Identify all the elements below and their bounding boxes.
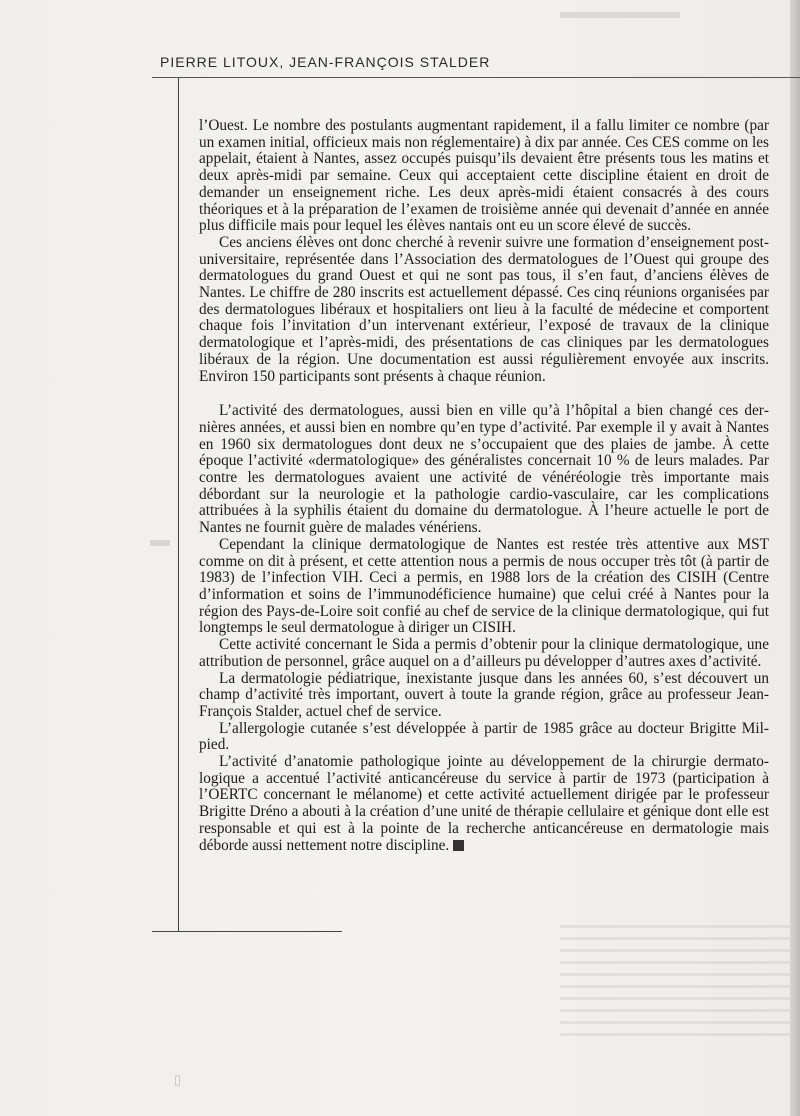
paragraph: Ces anciens élèves ont donc cherché à revenir suivre une formation d’enseignement post-universitaire, représentée dans l’Association des dermatologues de l’Ouest qui groupe des dermatologues du grand Ouest et qui ne sont pas tous, il s’en faut, d’anciens élèves de Nantes. Le chiffre de 280 inscrits est actuellement dépassé. Ces cinq réunions organisées par des dermatologues libéraux et hospitaliers ont lieu à la faculté de médecine et comportent chaque fois l’invitation d’un intervenant extérieur, l’exposé de travaux de la clinique dermatologique et l’après-midi, des présentations de cas cliniques par les dermatologues libéraux de la région. Une documentation est aussi régulièrement envoyée aux inscrits. Environ 150 participants sont présents à chaque réunion. [199,233,769,385]
paragraph: L’activité des dermatologues, aussi bien en ville qu’à l’hôpital a bien changé ces dernières années, et aussi bien en nombre qu’en type d’activité. Par exemple il y avait à Nantes en 1960 six dermatologues dont deux ne s’occupaient que des plaies de jambe. À cette époque l’activité «dermatologique» des généralistes concernait 10 % de leurs malades. Par contre les dermatologues avaient une activité de vénéréologie très importante mais débordant sur la neurologie et la pathologie cardio-vasculaire, car les complications attribuées à la syphilis étaient du domaine du dermatologue. À l’heure actuelle le port de Nantes ne fournit guère de malades vénériens. [199,402,769,537]
last-paragraph [199,754,769,854]
paragraph: Cependant la clinique dermatologique de Nantes est restée très attentive aux MST comme on dit à présent, et cette attention nous a permis de nous occuper très tôt (à partir de 1983) de l’infection VIH. Ceci a permis, en 1988 lors de la création des CISIH (Centre d’information et soins de l’immunodéficience humaine) que celui créé à Nantes pour la région des Pays-de-Loire soit confié au chef de service de la clinique dermatologique, qui fut longtemps le seul dermatologue à diriger un CISIH. [199,535,769,637]
running-head: PIERRE LITOUX, JEAN-FRANÇOIS STALDER [160,54,491,70]
paragraph-text: L’activité d’anatomie pathologique jointe au développement de la chirurgie dermatologique a accentué l’activité anticancéreuse du service à partir de 1973 (participation à l’OERTC concernant le mélanome) et cette activité actuellement dirigée par le professeur Brigitte Dréno a abouti à la création d’une unité de thérapie cellulaire et génique dont elle est responsable et qui est à la pointe de la recherche anticancéreuse en dermatologie mais déborde aussi nettement notre discipline. [199,753,770,854]
paragraph: Cette activité concernant le Sida a permis d’obtenir pour la clinique dermatologique, une attribution de personnel, grâce auquel on a d’ailleurs pu développer d’autres axes d’activité. [199,636,769,670]
paragraph: La dermatologie pédiatrique, inexistante jusque dans les années 60, s’est découvert un champ d’activité très important, ouvert à toute la grande région, grâce au professeur Jean-François Stalder, actuel chef de service. [199,669,769,720]
show-through-page-number: ▯ [174,1072,182,1087]
footer-rule [152,931,342,932]
article-body [199,118,769,854]
paragraph: l’Ouest. Le nombre des postulants augmentant rapidement, il a fallu limiter ce nombre (par un examen initial, officieux mais non réglementaire) à dix par année. Ces CES comme on les appelait, étaient à Nantes, assez occupés puisqu’ils devaient être présents tous les matins et deux après-midi par semaine. Ceux qui acceptaient cette discipline étaient en droit de demander un enseignement riche. Les deux après-midi étaient consacrés à des cours théoriques et à la préparation de l’examen de troisième année qui devenait d’année en année plus difficile mais pour lequel les élèves nantais ont eu un score élevé de succès. [199,117,769,235]
header-rule [152,77,800,78]
paragraph: L’allergologie cutanée s’est développée à partir de 1985 grâce au docteur Brigitte Milpied. [199,719,769,754]
section-break [199,385,769,403]
show-through-mark [560,925,790,1045]
margin-rule [178,77,179,932]
page-edge [790,0,800,1116]
end-of-article-square-icon [453,840,464,851]
show-through-mark [150,540,170,546]
show-through-mark [560,12,680,18]
